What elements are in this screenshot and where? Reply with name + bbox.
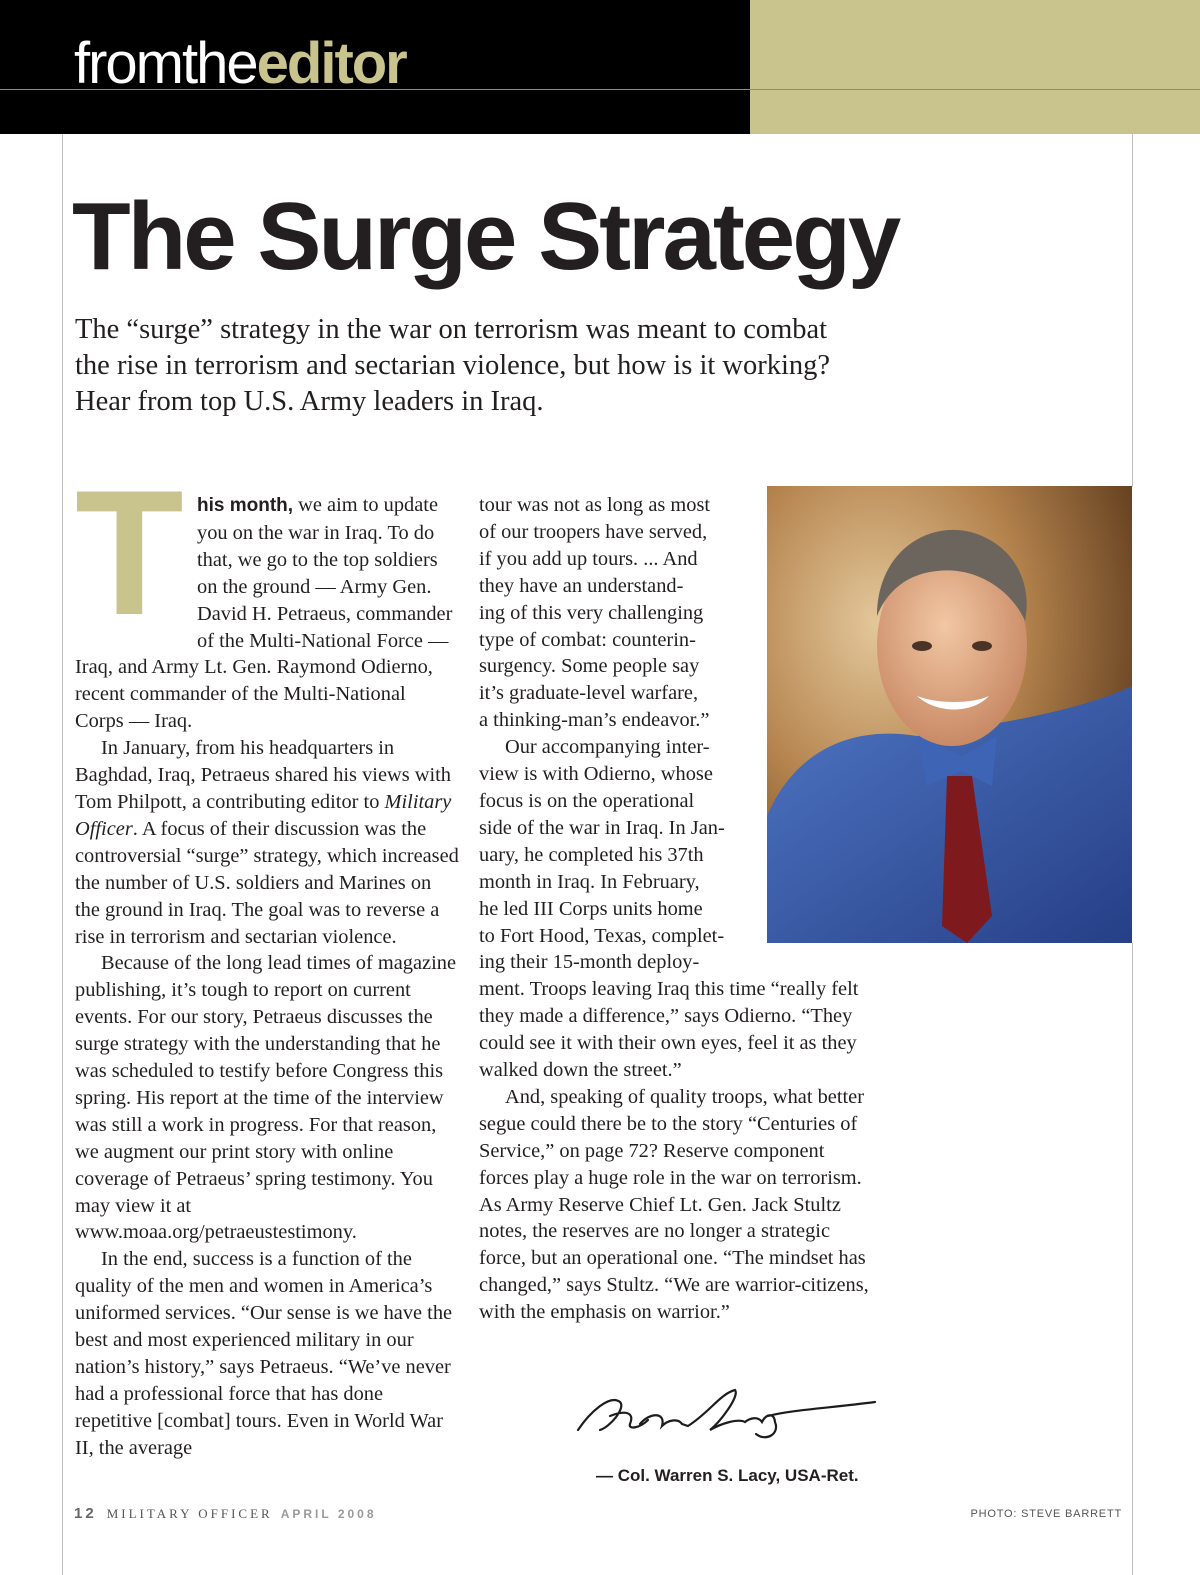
text-line: ing their 15-month deploy- [479,951,700,974]
paragraph-text: we aim to update you on the war in Iraq. To do that, we go to the top soldiers on the ground — Army Gen. David H. Petraeus, commander of the Multi-National Force — Iraq, and Army Lt. Gen. Raymond Odierno, recent commander of the Multi-National Corps — Iraq. [75,494,453,733]
paragraph: In the end, success is a function of the quality of the men and women in America’s uniformed services. “Our sense is we have the best and most experienced military in our nation’s history,” says Petraeus. “We’ve never had a professional force that has done repetitive [combat] tours. Even in World War II, the average [75,1248,453,1459]
frame-rule-right [1132,134,1133,487]
text-line: tour was not as long as most [479,494,711,516]
text-line: type of combat: counterin- [479,628,696,651]
text-line: if you add up tours. ... And [479,547,698,570]
paragraph-text: . A focus of their discussion was the controversial “surge” strategy, which increased the number of U.S. soldiers and Marines on the ground in Iraq. The goal was to reverse a rise in terrorism and sectarian violence. [75,817,459,948]
narrow-text-block [479,492,741,976]
headline: The Surge Strategy [72,183,899,290]
text-line: ing of this very challenging [479,601,704,624]
header-accent-band [750,0,1200,134]
text-line: focus is on the operational [479,789,695,812]
text-line: a thinking-man’s endeavor.” [479,709,710,732]
photo-credit: PHOTO: STEVE BARRETT [970,1508,1122,1520]
issue-date: APRIL 2008 [280,1507,377,1521]
lead-in: his month, [197,495,294,516]
text-line: Our accompanying inter- [505,736,710,759]
page-number: 12 [74,1505,97,1522]
frame-rule-left [62,134,63,1575]
text-line: surgency. Some people say [479,655,700,678]
signature-name: — Col. Warren S. Lacy, USA-Ret. [596,1466,859,1485]
frame-rule-right-lower [1132,943,1133,1575]
text-line: of our troopers have served, [479,520,708,543]
paragraph [75,735,459,950]
deck: The “surge” strategy in the war on terrorism was meant to combat the rise in terrorism and sectarian violence, but how is it working? Hear from top U.S. Army leaders in Iraq. [75,314,831,417]
drop-cap: T [75,453,184,652]
paragraph: Because of the long lead times of magazine publishing, it’s tough to report on current events. For our story, Petraeus discusses the surge strategy with the understanding that he was scheduled to testify before Congress this spring. His report at the time of the interview was still a work in progress. For that reason, we augment our print story with online coverage of Petraeus’ spring testimony. You may view it at www.moaa.org/petraeustestimony. [75,952,457,1244]
text-line: they have an understand- [479,574,684,597]
section-title-bold: editor [256,31,406,96]
magazine-name: MILITARY OFFICER [106,1506,273,1521]
paragraph: ment. Troops leaving Iraq this time “really felt they made a difference,” says Odierno. “They could see it with their own eyes, feel it as they walked down the street.” [479,978,859,1082]
footer [74,1505,377,1522]
paragraph-text: In January, from his headquarters in Baghdad, Iraq, Petraeus shared his views with Tom Philpott, a contributing editor to [75,737,452,813]
section-title-light: fromthe [74,31,257,96]
text-line: it’s graduate-level warfare, [479,682,699,705]
signature-image [570,1372,880,1462]
text-line: to Fort Hood, Texas, complet- [479,924,725,947]
editor-portrait-illustration [767,486,1132,943]
body-column-left [75,453,459,1462]
editor-photo [767,486,1132,943]
paragraph: And, speaking of quality troops, what better segue could there be to the story “Centuries of Service,” on page 72? Reserve component forces play a huge role in the war on terrorism. As Army Reserve Chief Lt. Gen. Jack Stultz notes, the reserves are no longer a strategic force, but an operational one. “The mindset has changed,” says Stultz. “We are warrior-citizens, with the emphasis on warrior.” [479,1085,869,1324]
text-line: uary, he completed his 37th [479,843,704,866]
text-line: he led III Corps units home [479,897,703,920]
magazine-title: Military Officer [75,790,452,840]
text-line: side of the war in Iraq. In Jan- [479,816,725,839]
text-line: view is with Odierno, whose [479,763,713,786]
section-title [74,32,406,96]
text-line: month in Iraq. In February, [479,870,700,893]
